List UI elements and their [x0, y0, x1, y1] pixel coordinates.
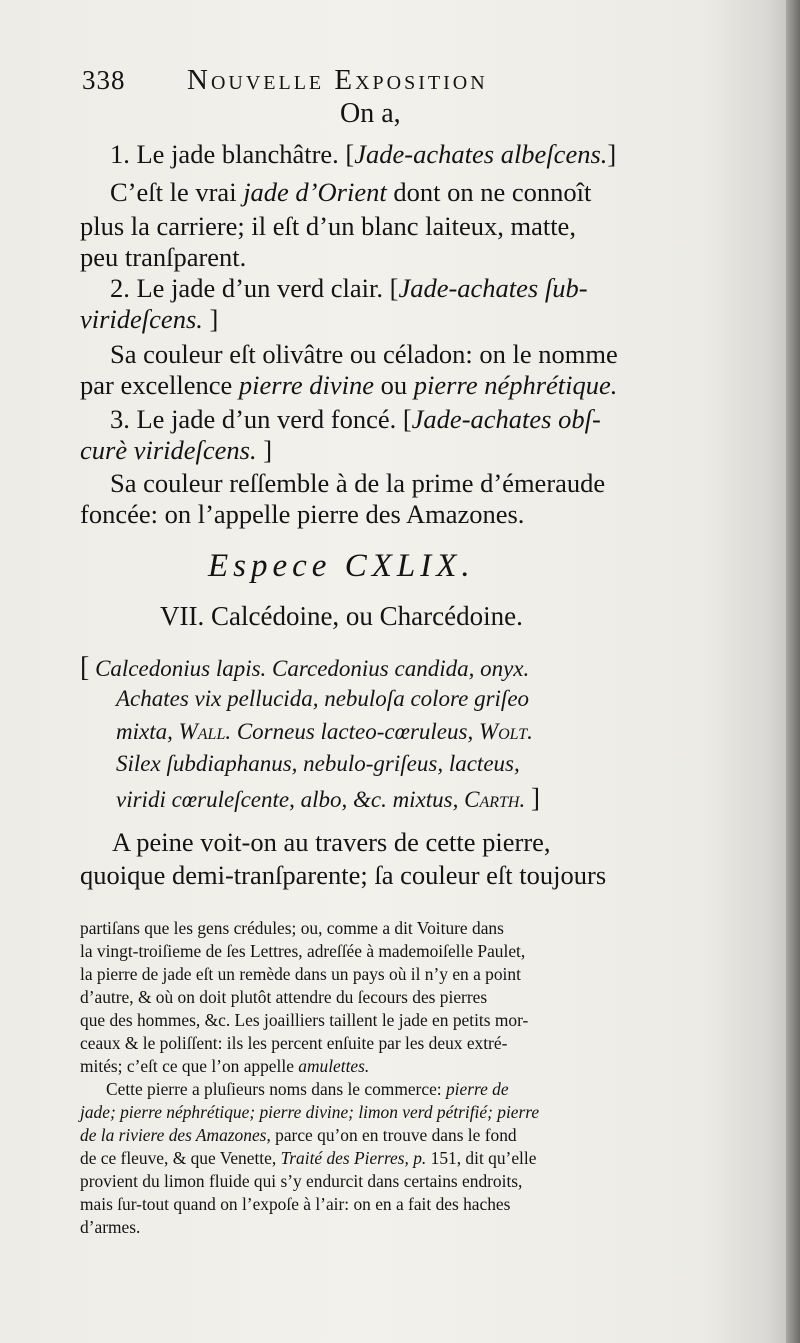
footnote-line: d’autre, & où on doit plutôt attendre du ſecours des pierres [80, 987, 488, 1007]
body-line: 3. Le jade d’un verd foncé. [Jade-achates obſ- [110, 404, 601, 434]
footnote-line: la vingt-troiſieme de ſes Lettres, adreſſée à mademoiſelle Paulet, [80, 941, 526, 961]
footnote-line: mités; c’eſt ce que l’on appelle amulettes. [80, 1056, 370, 1076]
body-line: virideſcens. ] [80, 304, 219, 334]
quote-line: viridi cœruleſcente, albo, &c. mixtus, Carth. ] [116, 783, 540, 813]
page-edge-shadow [786, 0, 800, 1343]
footnote-line: d’armes. [80, 1217, 141, 1237]
body-line: quoique demi-tranſparente; ſa couleur eſt toujours [80, 860, 607, 890]
section-subheading: VII. Calcédoine, ou Charcédoine. [160, 601, 523, 631]
page-number: 338 [82, 65, 126, 95]
footnote-line: la pierre de jade eſt un remède dans un pays où il n’y en a point [80, 964, 521, 984]
footnote-line: de ce fleuve, & que Venette, Traité des Pierres, p. 151, dit qu’elle [80, 1148, 537, 1168]
footnote-line: ceaux & le poliſſent: ils les percent enſuite par les deux extré- [80, 1033, 508, 1053]
running-header [82, 64, 488, 97]
footnote-line: partiſans que les gens crédules; ou, comme a dit Voiture dans [80, 918, 504, 938]
body-line: On a, [340, 98, 401, 129]
body-line: foncée: on l’appelle pierre des Amazones. [80, 499, 525, 529]
body-line: curè virideſcens. ] [80, 435, 273, 465]
footnote-line: mais ſur-tout quand on l’expoſe à l’air: on en a fait des haches [80, 1194, 511, 1214]
body-line: Sa couleur reſſemble à de la prime d’émeraude [110, 468, 606, 498]
body-line: par excellence pierre divine ou pierre néphrétique. [80, 370, 618, 400]
body-line: 2. Le jade d’un verd clair. [Jade-achates ſub- [110, 273, 588, 303]
section-heading: Espece CXLIX. [208, 548, 475, 584]
body-line: plus la carriere; il eſt d’un blanc laiteux, matte, [80, 211, 576, 241]
body-line: 1. Le jade blanchâtre. [Jade-achates albeſcens.] [110, 139, 617, 169]
footnote-line: provient du limon fluide qui s’y endurcit dans certains endroits, [80, 1171, 523, 1191]
quote-line: mixta, Wall. Corneus lacteo-cœruleus, Wolt. [116, 719, 533, 744]
body-line: A peine voit-on au travers de cette pierre, [112, 827, 551, 857]
body-line: C’eſt le vrai jade d’Orient dont on ne connoît [110, 177, 592, 207]
footnote-line: de la riviere des Amazones, parce qu’on en trouve dans le fond [80, 1125, 517, 1145]
body-line: Sa couleur eſt olivâtre ou céladon: on le nomme [110, 339, 618, 369]
footnote-line: jade; pierre néphrétique; pierre divine; limon verd pétrifié; pierre [80, 1102, 540, 1122]
footnote-line: que des hommes, &c. Les joailliers taillent le jade en petits mor- [80, 1010, 529, 1030]
quote-line: [ Calcedonius lapis. Carcedonius candida, onyx. [80, 652, 530, 683]
running-title: Nouvelle Exposition [187, 64, 488, 96]
quote-line: Achates vix pellucida, nebuloſa colore griſeo [116, 686, 530, 711]
quote-line: Silex ſubdiaphanus, nebulo-griſeus, lacteus, [116, 751, 520, 776]
footnote-line: Cette pierre a pluſieurs noms dans le commerce: pierre de [106, 1079, 509, 1099]
body-line: peu tranſparent. [80, 242, 247, 272]
